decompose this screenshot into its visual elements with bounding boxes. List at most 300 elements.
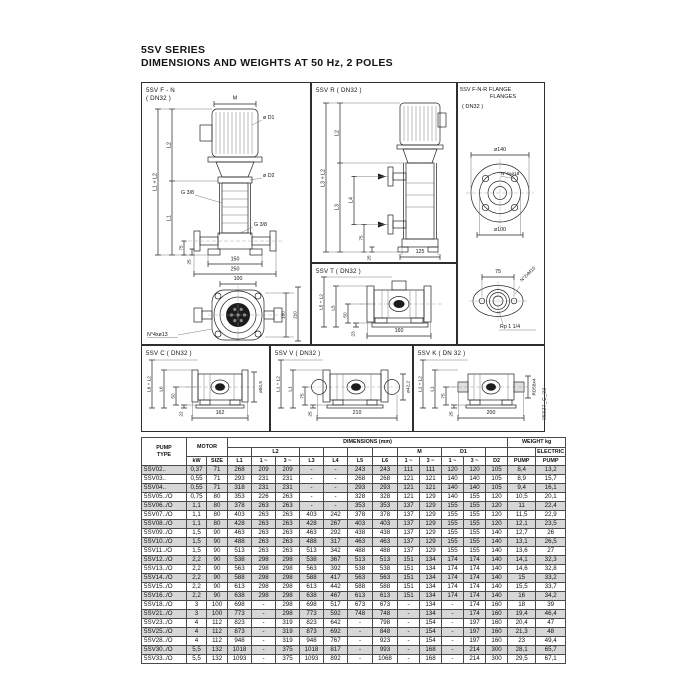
cell-value: 3 <box>187 610 207 619</box>
cell-value: 588 <box>300 574 324 583</box>
cell-value: 298 <box>276 592 300 601</box>
cell-value: 1,5 <box>187 547 207 556</box>
bolt-count-label-2: N°2xM10 <box>519 265 537 283</box>
cell-value: - <box>324 466 348 475</box>
cell-value: 105 <box>486 475 508 484</box>
cell-value: - <box>300 493 324 502</box>
dim-label-l1: L1 <box>287 386 293 392</box>
cell-value: 298 <box>276 556 300 565</box>
cell-value: 1093 <box>228 655 252 664</box>
cell-value: 948 <box>300 637 324 646</box>
cell-value: 90 <box>207 583 228 592</box>
dim-label-210: 210 <box>292 311 298 319</box>
cell-value: 80 <box>207 511 228 520</box>
cell-value: 8,4 <box>508 466 536 475</box>
cell-value: 90 <box>207 565 228 574</box>
cell-value: 263 <box>252 529 276 538</box>
cell-value: 151 <box>398 592 420 601</box>
dim-label-g38-right: G 3/8 <box>254 222 267 228</box>
panel-subtitle: ( DN32 ) <box>462 104 484 110</box>
cell-value: 613 <box>300 583 324 592</box>
cell-value: 673 <box>373 601 398 610</box>
panel-flanges <box>457 82 545 345</box>
cell-pump-type: 5SV05../O <box>142 493 187 502</box>
col-header-d2: D2 <box>486 457 508 466</box>
cell-value: 174 <box>464 556 486 565</box>
cell-value: - <box>300 475 324 484</box>
cell-value: 298 <box>252 592 276 601</box>
cell-value: 155 <box>442 538 464 547</box>
dim-label-50: 50 <box>170 393 176 399</box>
header-spacer <box>373 448 398 457</box>
cell-value: - <box>398 628 420 637</box>
cell-value: 298 <box>276 574 300 583</box>
cell-value: 4 <box>187 628 207 637</box>
cell-value: 49,4 <box>536 637 566 646</box>
dim-label-22: 22 <box>178 411 184 417</box>
cell-value: 80 <box>207 493 228 502</box>
dim-label-m: M <box>232 95 238 102</box>
cell-value: 563 <box>348 574 373 583</box>
cell-value: 588 <box>348 583 373 592</box>
cell-value: 174 <box>464 565 486 574</box>
cell-value: 140 <box>464 475 486 484</box>
cell-value: 438 <box>373 529 398 538</box>
cell-value: 140 <box>442 484 464 493</box>
col-header-electric: ELECTRIC <box>537 448 565 455</box>
cell-value: 367 <box>324 556 348 565</box>
dim-label-l1-l2: L1 + L2 <box>275 376 281 392</box>
cell-value: 155 <box>442 520 464 529</box>
cell-value: 263 <box>252 502 276 511</box>
dim-label-75: 75 <box>299 393 305 399</box>
panel-5sv-c <box>141 345 270 432</box>
cell-value: 160 <box>486 619 508 628</box>
cell-value: 155 <box>464 538 486 547</box>
cell-value: 140 <box>486 556 508 565</box>
cell-value: 13,2 <box>536 466 566 475</box>
dim-label-dia: RD58x4 <box>531 378 537 396</box>
cell-value: 463 <box>300 529 324 538</box>
cell-value: 263 <box>276 529 300 538</box>
header-row-groups <box>142 438 566 448</box>
panel-5sv-fn <box>141 82 311 345</box>
cell-value: - <box>324 502 348 511</box>
cell-value: 132 <box>207 655 228 664</box>
dim-label-d2: ø D2 <box>263 173 275 179</box>
cell-value: 121 <box>420 475 442 484</box>
dim-label-250: 250 <box>230 266 240 273</box>
cell-value: - <box>324 484 348 493</box>
cell-value: 197 <box>464 628 486 637</box>
cell-value: 14,1 <box>508 556 536 565</box>
dim-label-150: 150 <box>230 256 240 263</box>
cell-value: - <box>300 484 324 493</box>
dim-label-25: 25 <box>448 411 454 417</box>
cell-value: 15,7 <box>536 475 566 484</box>
cell-value: 403 <box>228 511 252 520</box>
cell-value: 588 <box>373 583 398 592</box>
cell-value: 613 <box>348 592 373 601</box>
cell-value: 174 <box>464 583 486 592</box>
col-header-l5: L5 <box>348 457 373 466</box>
cell-value: 231 <box>252 484 276 493</box>
panel-title: 5SV F-N-R FLANGE <box>460 87 512 93</box>
cell-value: 105 <box>486 484 508 493</box>
cell-value: 263 <box>276 547 300 556</box>
dim-label-75: 75 <box>440 393 446 399</box>
cell-value: 151 <box>398 556 420 565</box>
cell-value: 748 <box>348 610 373 619</box>
dim-label-25: 25 <box>307 411 313 417</box>
cell-value: 174 <box>464 601 486 610</box>
cell-value: 403 <box>348 520 373 529</box>
cell-value: 137 <box>398 511 420 520</box>
table-row <box>142 574 566 583</box>
cell-value: 4 <box>187 637 207 646</box>
pump-drawing-r <box>312 83 456 262</box>
cell-value: 33,2 <box>536 574 566 583</box>
cell-value: 209 <box>252 466 276 475</box>
cell-value: 748 <box>373 610 398 619</box>
cell-value: 8,9 <box>508 475 536 484</box>
cell-value: 319 <box>276 628 300 637</box>
cell-value: 80 <box>207 502 228 511</box>
cell-pump-type: 5SV06../O <box>142 502 187 511</box>
cell-value: 29,5 <box>508 655 536 664</box>
cell-value: - <box>252 601 276 610</box>
col-header-m-1ph: 1 ~ <box>398 457 420 466</box>
cell-value: 538 <box>348 565 373 574</box>
dim-label-100: 100 <box>233 276 243 282</box>
cell-pump-type: 5SV11../O <box>142 547 187 556</box>
cell-value: - <box>348 619 373 628</box>
thread-label-rp: Rp 1 1/4 <box>500 324 521 330</box>
cell-value: 328 <box>373 493 398 502</box>
cell-value: 773 <box>228 610 252 619</box>
cell-pump-type: 5SV21../O <box>142 610 187 619</box>
cell-value: 2,2 <box>187 574 207 583</box>
cell-value: 378 <box>348 511 373 520</box>
cell-value: 319 <box>276 619 300 628</box>
cell-value: 23,5 <box>536 520 566 529</box>
cell-value: 300 <box>486 655 508 664</box>
cell-value: 15 <box>508 574 536 583</box>
cell-value: 140 <box>486 574 508 583</box>
cell-value: 140 <box>486 547 508 556</box>
cell-pump-type: 5SV33../O <box>142 655 187 664</box>
cell-value: 16,1 <box>536 484 566 493</box>
cell-value: 1093 <box>300 655 324 664</box>
cell-value: 231 <box>276 475 300 484</box>
cell-value: 563 <box>300 565 324 574</box>
pump-drawing-c <box>142 346 269 431</box>
table-row <box>142 529 566 538</box>
cell-value: 563 <box>373 574 398 583</box>
col-header-l2: L2 <box>252 448 300 457</box>
cell-value: 214 <box>464 646 486 655</box>
panel-title: 5SV C ( DN32 ) <box>146 350 192 357</box>
cell-value: 353 <box>348 502 373 511</box>
panel-title: 5SV F - N <box>146 87 175 94</box>
cell-value: 263 <box>252 538 276 547</box>
table-row <box>142 475 566 484</box>
table-body <box>142 466 566 664</box>
cell-value: 378 <box>228 502 252 511</box>
cell-value: - <box>442 628 464 637</box>
cell-value: 15,5 <box>508 583 536 592</box>
cell-value: 2,2 <box>187 556 207 565</box>
cell-value: 134 <box>420 574 442 583</box>
cell-value: 71 <box>207 484 228 493</box>
cell-pump-type: 5SV30../O <box>142 646 187 655</box>
cell-value: 817 <box>324 646 348 655</box>
cell-value: 121 <box>398 493 420 502</box>
cell-value: 34,2 <box>536 592 566 601</box>
table-row <box>142 493 566 502</box>
cell-value: 21,3 <box>508 628 536 637</box>
cell-value: 588 <box>228 574 252 583</box>
cell-value: 134 <box>420 583 442 592</box>
table-row <box>142 628 566 637</box>
cell-value: 538 <box>373 565 398 574</box>
cell-value: 137 <box>398 502 420 511</box>
cell-value: 993 <box>373 646 398 655</box>
header-spacer <box>324 448 348 457</box>
dim-label-l1-l2: L1 + L2 <box>152 173 159 191</box>
cell-value: 28,1 <box>508 646 536 655</box>
cell-value: 892 <box>324 655 348 664</box>
header-spacer <box>508 448 536 457</box>
panel-5sv-k <box>413 345 545 432</box>
dim-label-l5-l2: L5 + L2 <box>318 294 324 310</box>
cell-value: 1,5 <box>187 538 207 547</box>
col-header-d1: D1 <box>442 448 486 457</box>
cell-value: 26,5 <box>536 538 566 547</box>
cell-value: 488 <box>228 538 252 547</box>
cell-value: 174 <box>442 574 464 583</box>
cell-value: 923 <box>373 637 398 646</box>
table-row <box>142 565 566 574</box>
cell-value: 293 <box>228 475 252 484</box>
cell-value: - <box>348 655 373 664</box>
col-header-kw: kW <box>187 457 207 466</box>
cell-value: 16 <box>508 592 536 601</box>
header-spacer <box>228 448 252 457</box>
cell-value: 174 <box>442 592 464 601</box>
header-spacer <box>486 448 508 457</box>
cell-value: 1,5 <box>187 529 207 538</box>
cell-value: - <box>398 610 420 619</box>
table-row <box>142 538 566 547</box>
dim-label-dia: ø42,2 <box>405 381 411 393</box>
cell-value: - <box>442 610 464 619</box>
cell-value: 12,7 <box>508 529 536 538</box>
cell-value: 0,55 <box>187 475 207 484</box>
cell-value: 563 <box>228 565 252 574</box>
cell-value: 767 <box>324 637 348 646</box>
cell-value: 155 <box>442 502 464 511</box>
cell-value: 1018 <box>300 646 324 655</box>
cell-value: 174 <box>442 556 464 565</box>
cell-value: 39 <box>536 601 566 610</box>
cell-value: - <box>348 637 373 646</box>
panel-5sv-t <box>311 263 457 345</box>
cell-value: - <box>252 655 276 664</box>
col-header-pump-type <box>142 438 187 466</box>
cell-value: 613 <box>228 583 252 592</box>
cell-value: 120 <box>486 493 508 502</box>
cell-value: 160 <box>486 628 508 637</box>
cell-value: 298 <box>252 574 276 583</box>
cell-pump-type: 5SV16../O <box>142 592 187 601</box>
cell-value: 100 <box>207 610 228 619</box>
cell-value: - <box>442 601 464 610</box>
cell-value: 673 <box>348 601 373 610</box>
dim-label-75: 75 <box>178 245 184 251</box>
cell-value: 129 <box>420 538 442 547</box>
pump-drawing-t <box>312 264 456 344</box>
cell-value: 268 <box>348 475 373 484</box>
cell-value: - <box>252 619 276 628</box>
cell-pump-type: 5SV28../O <box>142 637 187 646</box>
cell-value: 11 <box>508 502 536 511</box>
cell-value: 378 <box>373 511 398 520</box>
col-header-type: TYPE <box>156 451 172 458</box>
cell-value: 263 <box>252 511 276 520</box>
cell-value: 513 <box>300 547 324 556</box>
cell-value: 403 <box>300 511 324 520</box>
cell-value: 47 <box>536 619 566 628</box>
cell-value: 13,6 <box>508 547 536 556</box>
cell-value: 90 <box>207 574 228 583</box>
cell-value: 90 <box>207 556 228 565</box>
cell-value: 155 <box>442 529 464 538</box>
dim-label-l6-l2: L6 + L2 <box>146 376 152 392</box>
cell-value: 129 <box>420 502 442 511</box>
cell-value: 155 <box>442 547 464 556</box>
cell-value: 129 <box>420 529 442 538</box>
cell-value: 140 <box>486 538 508 547</box>
cell-value: - <box>442 655 464 664</box>
cell-value: 698 <box>300 601 324 610</box>
cell-value: 160 <box>486 637 508 646</box>
cell-value: 438 <box>348 529 373 538</box>
cell-value: 18 <box>508 601 536 610</box>
cell-value: 638 <box>228 592 252 601</box>
cell-value: 140 <box>442 493 464 502</box>
cell-value: 121 <box>420 484 442 493</box>
cell-value: 488 <box>300 538 324 547</box>
pump-drawing-k <box>414 346 544 431</box>
dimensions-table-wrap <box>141 437 566 664</box>
cell-value: 174 <box>464 610 486 619</box>
cell-value: 428 <box>228 520 252 529</box>
cell-value: 1018 <box>228 646 252 655</box>
table-row <box>142 511 566 520</box>
col-header-size: SIZE <box>207 457 228 466</box>
cell-value: 1,1 <box>187 520 207 529</box>
cell-value: 134 <box>420 565 442 574</box>
cell-value: 112 <box>207 637 228 646</box>
cell-value: 231 <box>276 484 300 493</box>
dim-label-l5: L5 <box>330 305 336 311</box>
cell-value: 1068 <box>373 655 398 664</box>
cell-value: 155 <box>464 529 486 538</box>
col-header-l6: L6 <box>373 457 398 466</box>
cell-value: 129 <box>420 493 442 502</box>
panel-title: 5SV T ( DN32 ) <box>316 268 361 275</box>
cell-value: 209 <box>276 466 300 475</box>
cell-value: 698 <box>228 601 252 610</box>
cell-value: 517 <box>324 601 348 610</box>
col-header-pump: PUMP <box>156 445 172 451</box>
cell-value: 263 <box>252 547 276 556</box>
dim-label-l6: L6 <box>158 386 164 392</box>
cell-value: 20,1 <box>536 493 566 502</box>
table-row <box>142 646 566 655</box>
cell-value: 120 <box>486 511 508 520</box>
dim-label-l3: L3 <box>334 204 341 210</box>
cell-value: 155 <box>464 520 486 529</box>
cell-pump-type: 5SV13../O <box>142 565 187 574</box>
cell-value: 71 <box>207 475 228 484</box>
cell-value: - <box>398 601 420 610</box>
cell-value: 20,4 <box>508 619 536 628</box>
cell-value: 298 <box>276 610 300 619</box>
pump-drawing-fn <box>142 83 310 344</box>
col-header-l4: L4 <box>324 457 348 466</box>
cell-value: 90 <box>207 529 228 538</box>
cell-value: 174 <box>442 583 464 592</box>
col-header-l1: L1 <box>228 457 252 466</box>
cell-value: 488 <box>373 547 398 556</box>
cell-value: 231 <box>252 475 276 484</box>
dim-label-l3-l2: L3 + L2 <box>320 169 327 187</box>
cell-value: 32,8 <box>536 565 566 574</box>
dim-label-l2: L2 <box>334 130 341 136</box>
cell-value: 71 <box>207 466 228 475</box>
cell-pump-type: 5SV25../O <box>142 628 187 637</box>
cell-value: 242 <box>324 511 348 520</box>
cell-value: 5,5 <box>187 646 207 655</box>
panel-5sv-v <box>270 345 413 432</box>
dim-label-200: 200 <box>486 410 496 416</box>
cell-value: 463 <box>228 529 252 538</box>
cell-value: 155 <box>464 511 486 520</box>
cell-value: 798 <box>373 619 398 628</box>
cell-value: 168 <box>420 646 442 655</box>
cell-value: 463 <box>348 538 373 547</box>
cell-value: 692 <box>324 628 348 637</box>
dim-label-l1-l2: L1 + L2 <box>417 376 423 392</box>
cell-pump-type: 5SV18../O <box>142 601 187 610</box>
dim-label-162: 162 <box>215 410 225 416</box>
cell-value: 120 <box>442 466 464 475</box>
dim-label-g38-left: G 3/8 <box>181 190 194 196</box>
dim-label-25: 25 <box>366 255 372 261</box>
cell-value: 11,5 <box>508 511 536 520</box>
cell-value: 154 <box>420 637 442 646</box>
dim-label-25: 25 <box>186 259 192 265</box>
cell-value: 513 <box>348 556 373 565</box>
cell-value: 140 <box>464 484 486 493</box>
cell-value: 298 <box>252 556 276 565</box>
cell-value: 263 <box>276 493 300 502</box>
cell-pump-type: 5SV12../O <box>142 556 187 565</box>
cell-value: 112 <box>207 628 228 637</box>
dim-label-50: 50 <box>342 312 348 318</box>
